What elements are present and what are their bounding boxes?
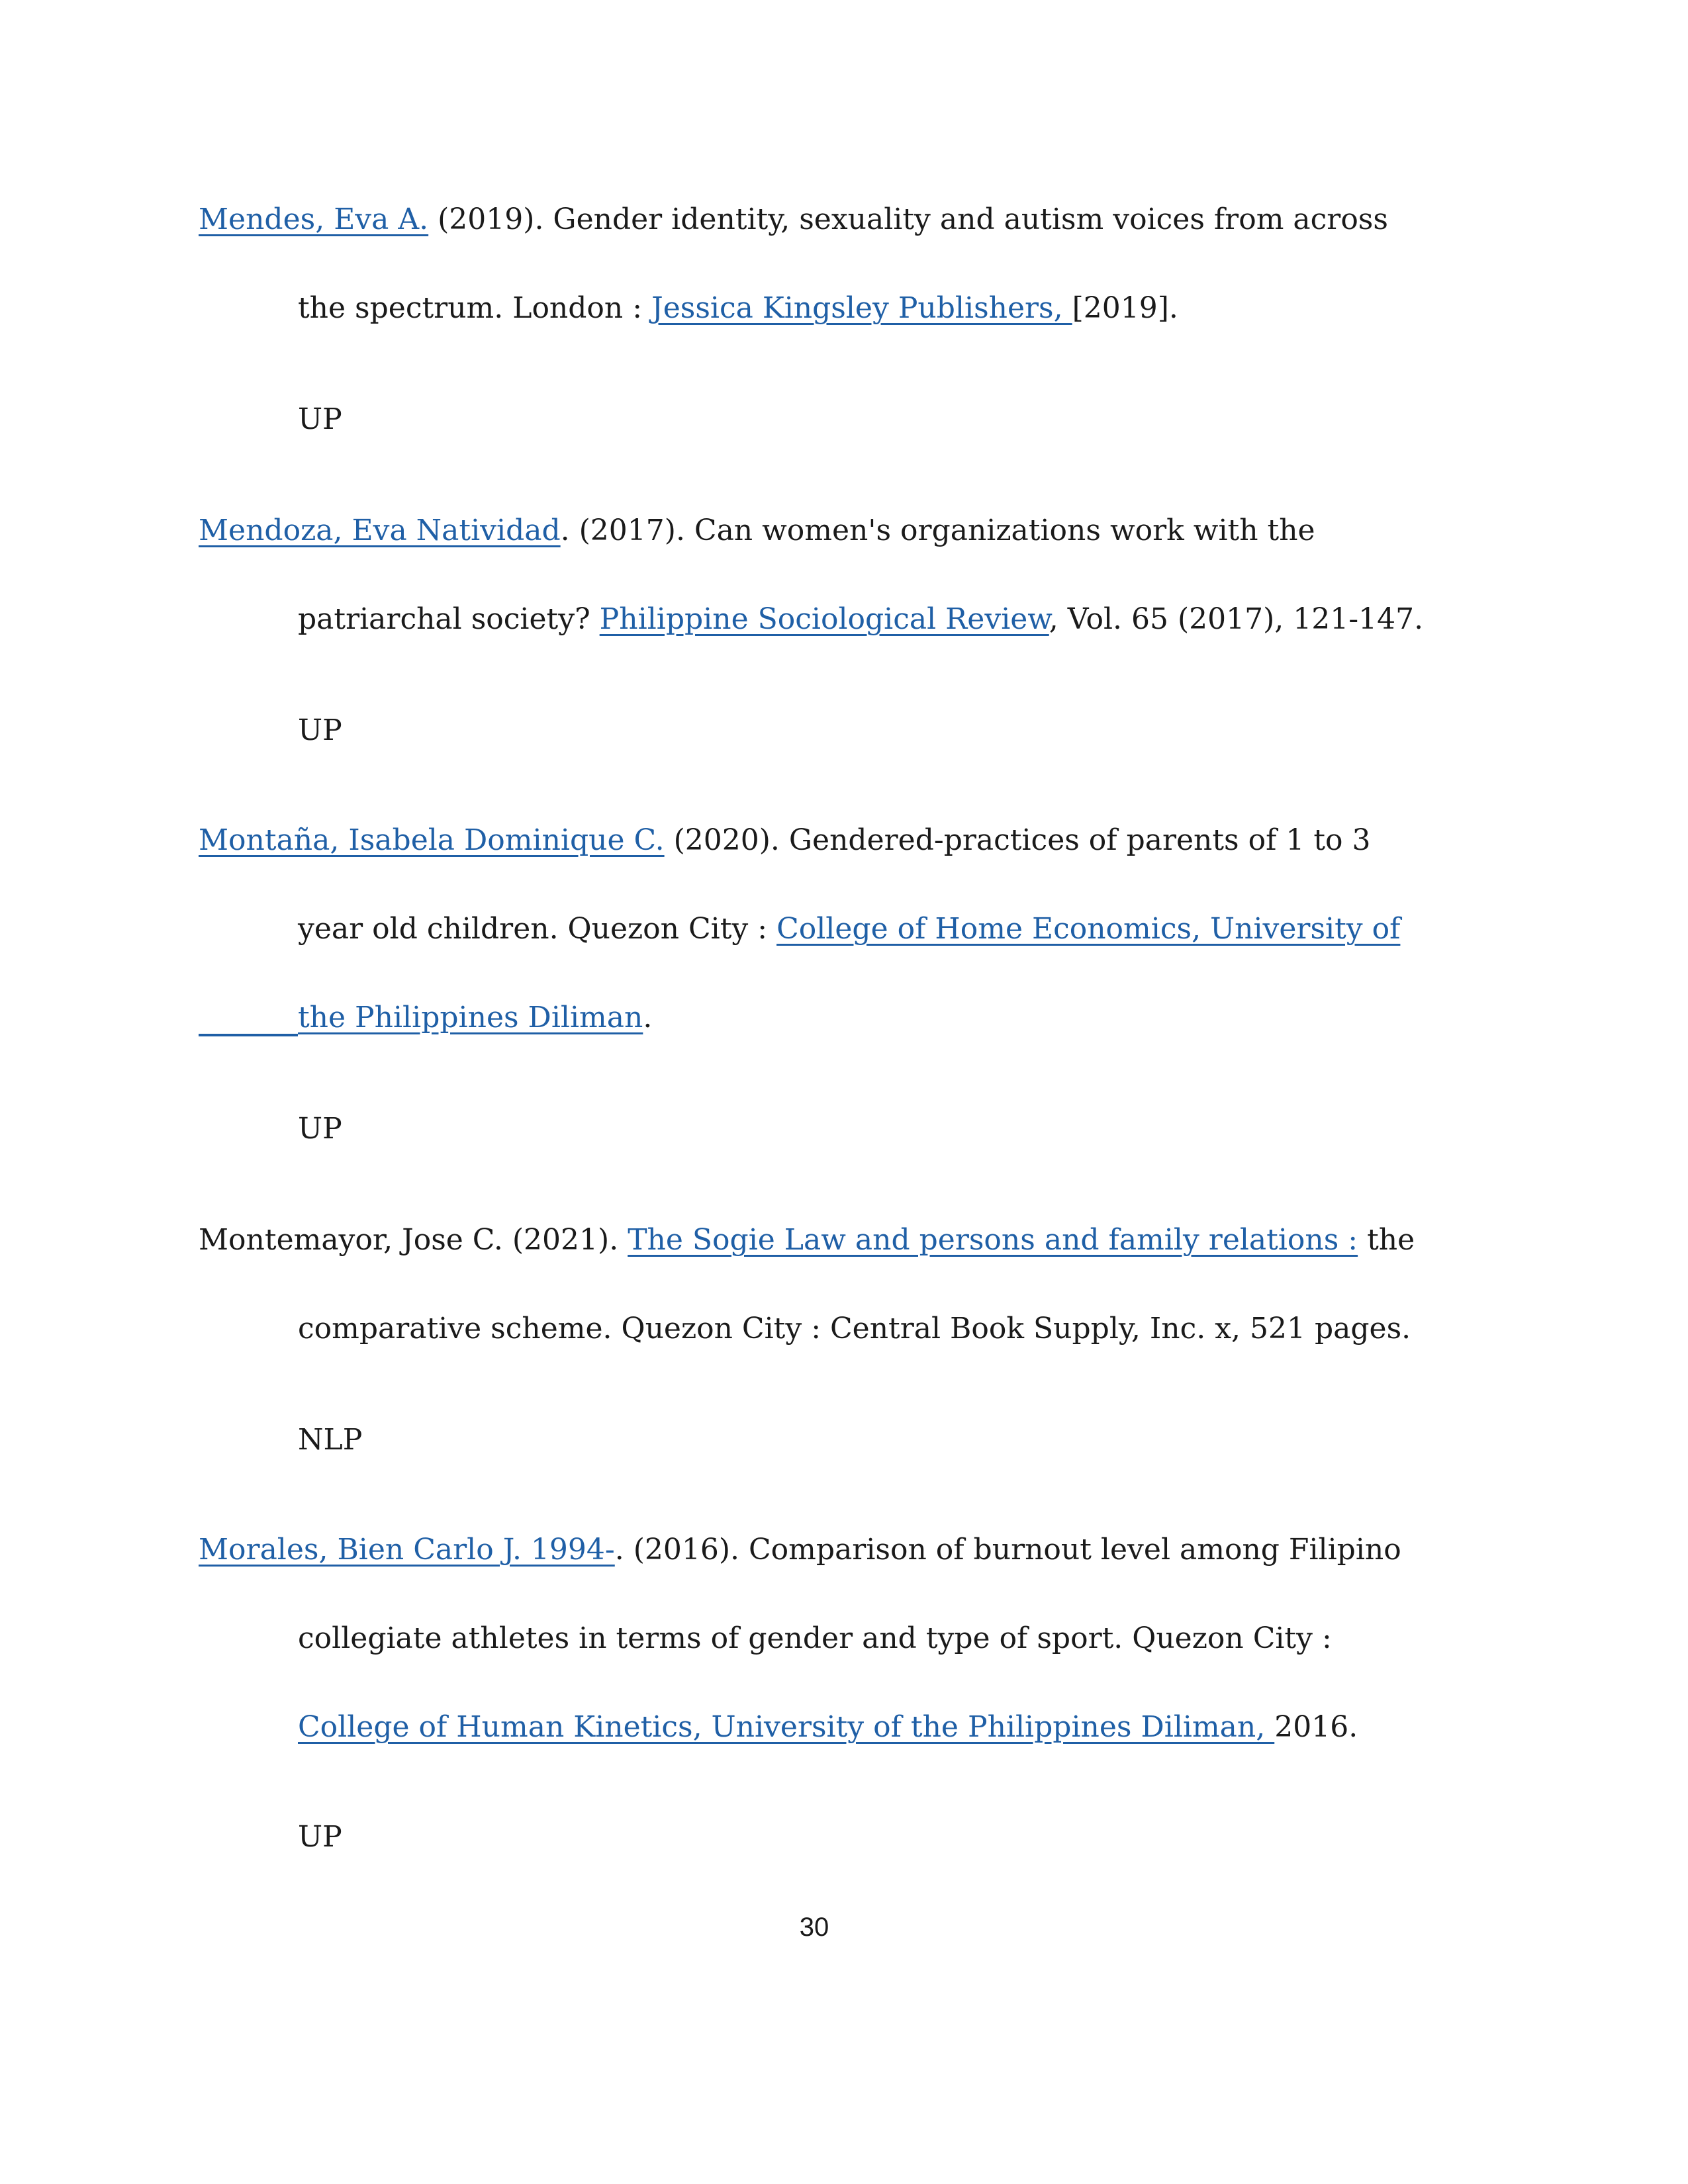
entry-1-line-2-text: the spectrum. London : <box>298 291 652 325</box>
entry-4-line-1 <box>199 1220 1415 1260</box>
entry-2-volume-text: , Vol. 65 (2017), 121-147. <box>1049 602 1424 636</box>
entry-4-line-2: comparative scheme. Quezon City : Central Book Supply, Inc. x, 521 pages. <box>298 1312 1411 1345</box>
entry-3-publisher-link-part-2[interactable]: the Philippines Diliman <box>298 1001 643 1034</box>
entry-4-title-link[interactable]: The Sogie Law and persons and family relations : <box>628 1223 1358 1257</box>
entry-3-line-1-text: (2020). Gendered-practices of parents of 1 to 3 <box>664 823 1371 857</box>
entry-2-line-2 <box>298 600 1423 639</box>
entry-3-line-3 <box>199 998 652 1038</box>
entry-1-holding: UP <box>298 402 342 436</box>
entry-5-line-3 <box>298 1707 1358 1747</box>
entry-5-author-link[interactable]: Morales, Bien Carlo J. 1994- <box>199 1533 615 1567</box>
entry-1-author-link[interactable]: Mendes, Eva A. <box>199 203 429 236</box>
entry-4-author: Montemayor, Jose C. <box>199 1223 503 1257</box>
entry-3-line-1 <box>199 821 1371 860</box>
entry-5-year-text: 2016. <box>1274 1710 1358 1744</box>
entry-2-line-1 <box>199 511 1315 551</box>
entry-3-holding: UP <box>298 1112 342 1146</box>
entry-4-holding: NLP <box>298 1423 363 1457</box>
entry-5-line-2: collegiate athletes in terms of gender and type of sport. Quezon City : <box>298 1621 1332 1655</box>
entry-4-line-1-rest: the <box>1358 1223 1415 1257</box>
entry-1-line-1-text: (2019). Gender identity, sexuality and autism voices from across <box>428 203 1388 236</box>
entry-4-year-text: (2021). <box>502 1223 628 1257</box>
entry-2-line-1-text: . (2017). Can women's organizations work with the <box>560 514 1315 547</box>
entry-2-journal-link[interactable]: Philippine Sociological Review <box>599 602 1049 636</box>
entry-5-line-1-text: . (2016). Comparison of burnout level among Filipino <box>614 1533 1401 1567</box>
entry-5-holding: UP <box>298 1820 342 1854</box>
entry-3-link-tab-underline <box>199 1034 298 1036</box>
entry-1-year-text: [2019]. <box>1072 291 1178 325</box>
entry-3-line-2-text: year old children. Quezon City : <box>298 912 777 946</box>
page-number: 30 <box>799 1913 829 1942</box>
entry-1-line-1 <box>199 200 1388 240</box>
entry-2-author-link[interactable]: Mendoza, Eva Natividad <box>199 514 561 547</box>
entry-3-author-link[interactable]: Montaña, Isabela Dominique C. <box>199 823 665 857</box>
entry-1-publisher-link[interactable]: Jessica Kingsley Publishers, <box>651 291 1072 325</box>
entry-3-period-text: . <box>643 1001 653 1034</box>
entry-1-line-2 <box>298 289 1178 328</box>
entry-3-line-2 <box>298 909 1400 949</box>
entry-5-line-1 <box>199 1530 1401 1570</box>
entry-2-line-2-text: patriarchal society? <box>298 602 600 636</box>
entry-3-publisher-link-part-1[interactable]: College of Home Economics, University of <box>776 912 1401 946</box>
entry-2-holding: UP <box>298 713 342 747</box>
entry-5-publisher-link[interactable]: College of Human Kinetics, University of the Philippines Diliman, <box>298 1710 1275 1744</box>
